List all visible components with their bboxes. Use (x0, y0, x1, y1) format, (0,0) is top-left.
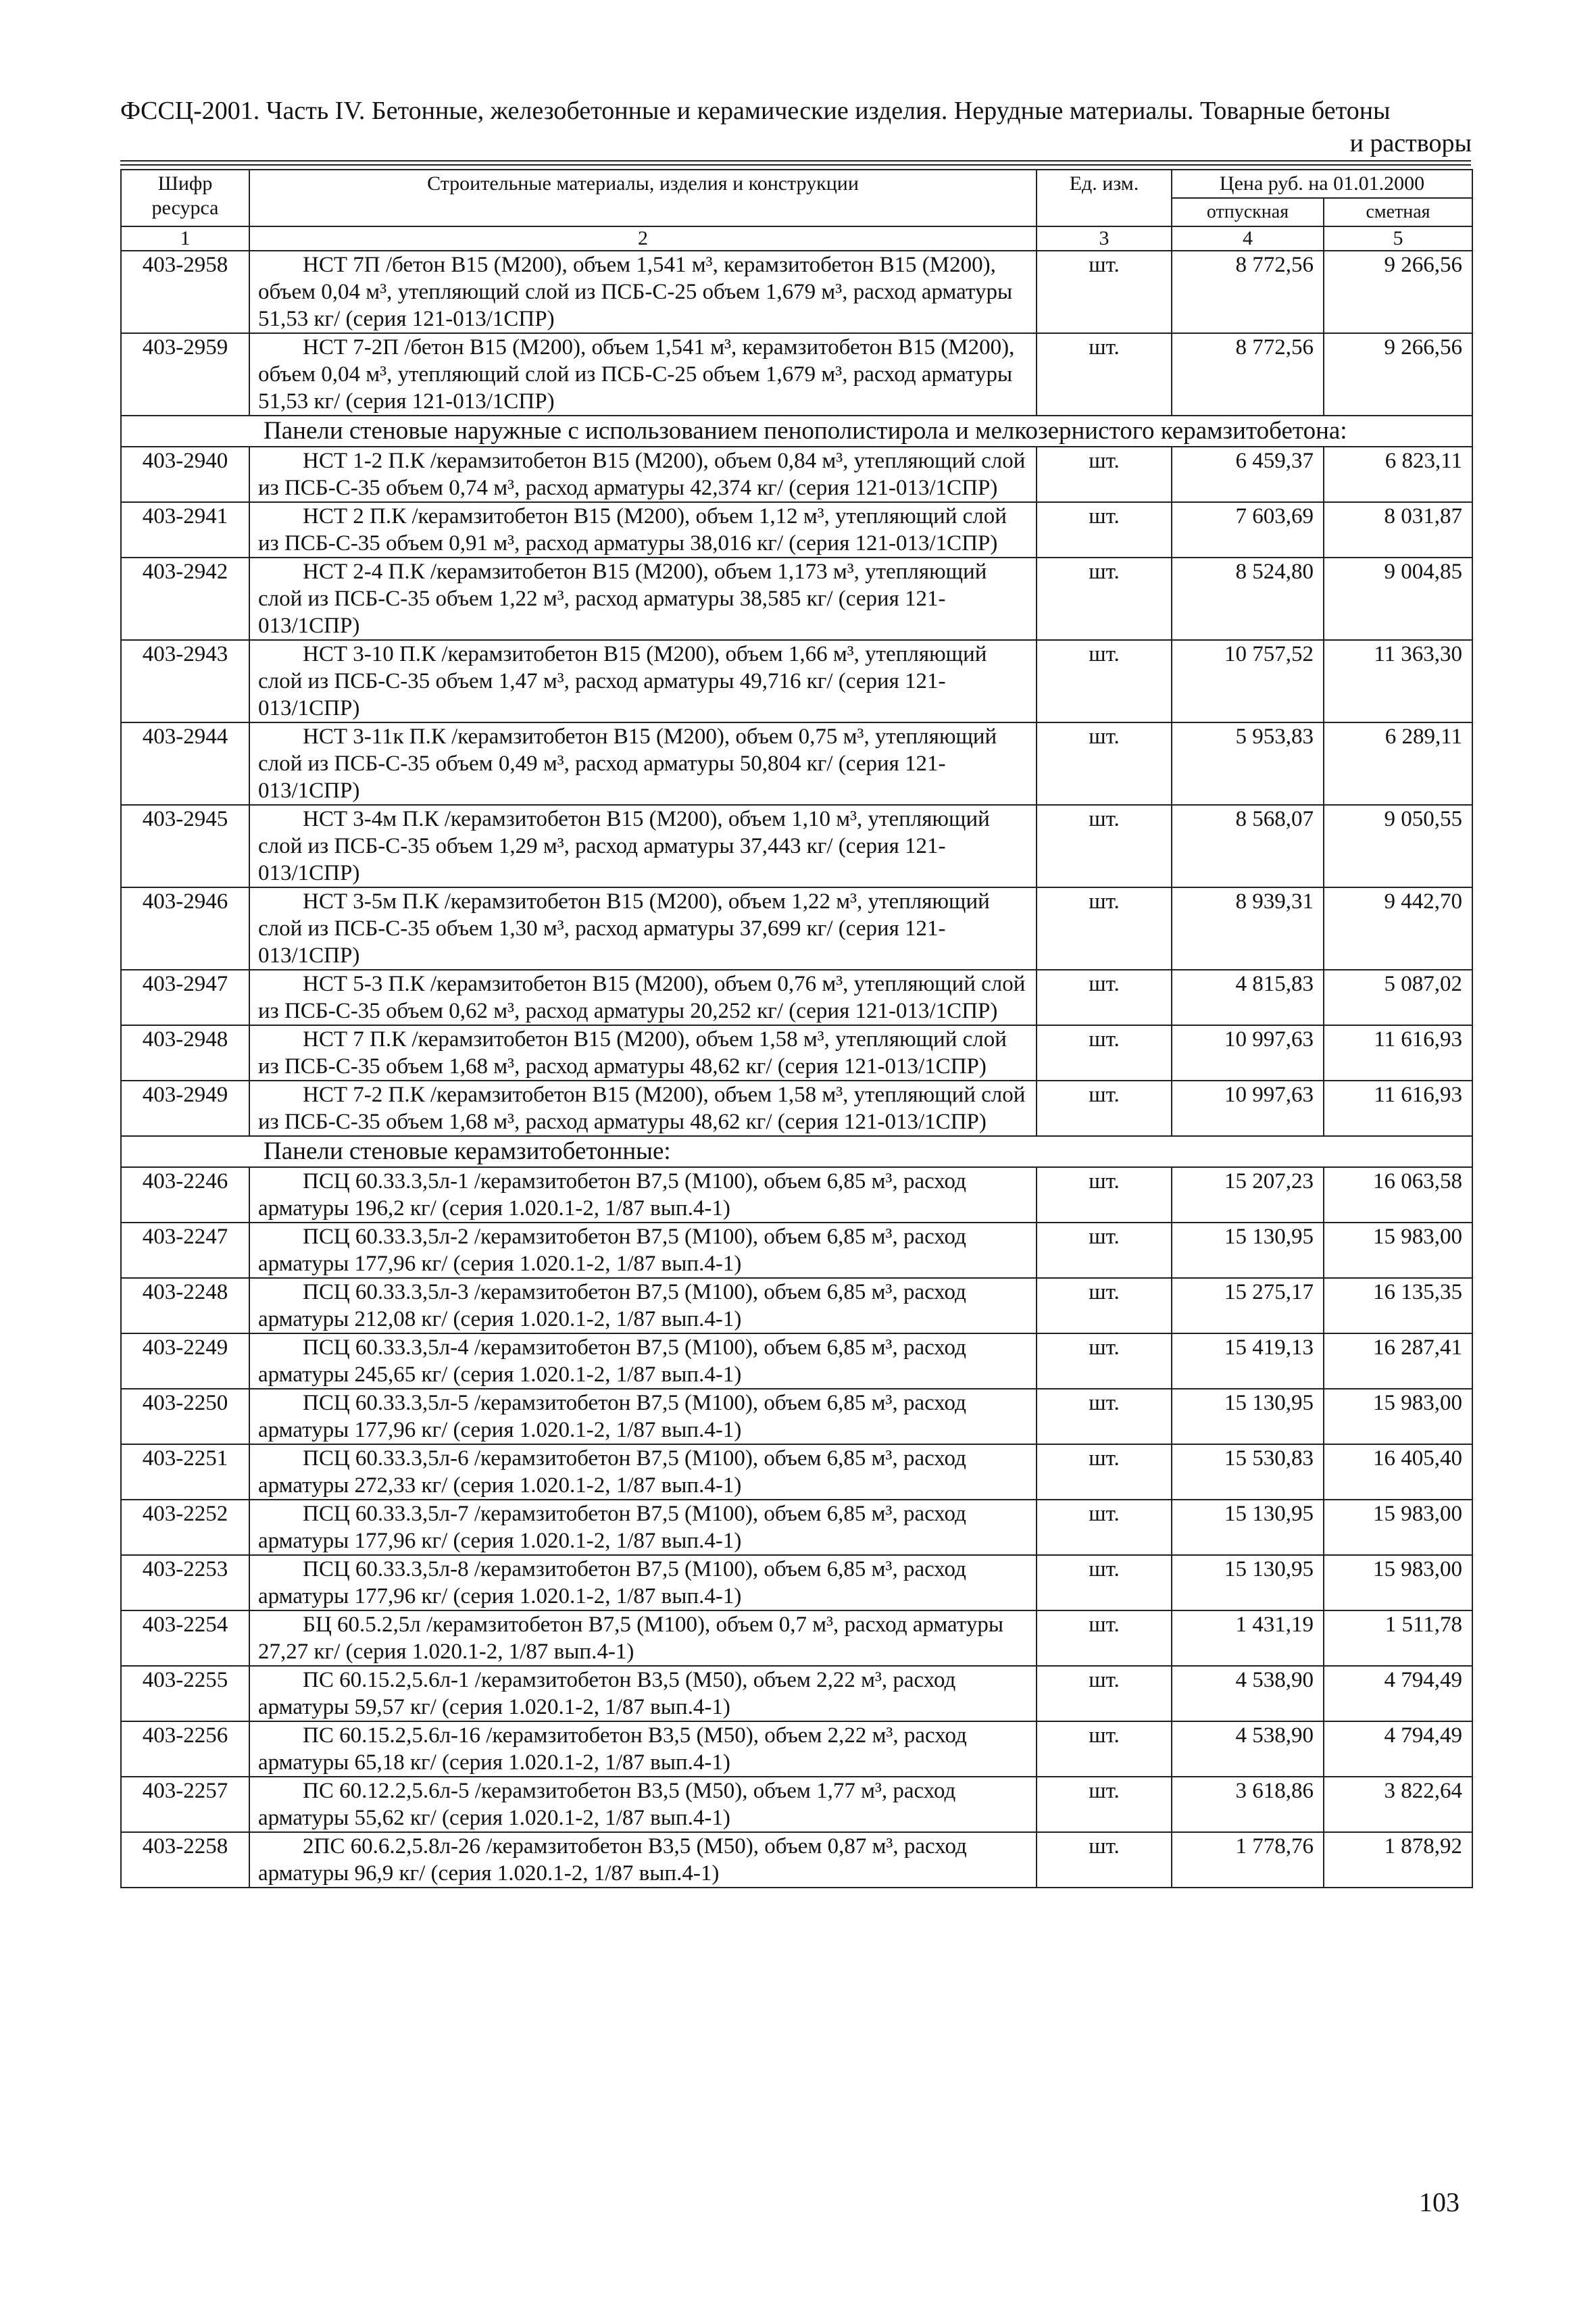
resource-code: 403-2258 (121, 1832, 249, 1888)
release-price: 15 207,23 (1172, 1167, 1324, 1223)
unit-of-measure: шт. (1037, 1721, 1172, 1777)
item-description: ПСЦ 60.33.3,5л-6 /керамзитобетон В7,5 (М100), объем 6,85 м³, расход арматуры 272,33 кг/ (серия 1.020.1-2, 1/87 вып.4-1) (249, 1444, 1037, 1500)
table-row (121, 558, 1472, 640)
estimate-price: 15 983,00 (1324, 1500, 1472, 1555)
section-heading: Панели стеновые керамзитобетонные: (121, 1136, 1472, 1167)
item-description: 2ПС 60.6.2,5.8л-26 /керамзитобетон В3,5 (М50), объем 0,87 м³, расход арматуры 96,9 кг/ (серия 1.020.1-2, 1/87 вып.4-1) (249, 1832, 1037, 1888)
table-row (121, 1278, 1472, 1333)
release-price: 3 618,86 (1172, 1777, 1324, 1832)
item-description: НСТ 3-10 П.К /керамзитобетон В15 (М200), объем 1,66 м³, утепляющий слой из ПСБ-С-35 объем 1,47 м³, расход арматуры 49,716 кг/ (серия 121-013/1СПР) (249, 640, 1037, 722)
resource-code: 403-2246 (121, 1167, 249, 1223)
column-header-release-price: отпускная (1172, 198, 1324, 226)
estimate-price: 3 822,64 (1324, 1777, 1472, 1832)
release-price: 15 275,17 (1172, 1278, 1324, 1333)
unit-of-measure: шт. (1037, 251, 1172, 333)
resource-code: 403-2946 (121, 887, 249, 970)
estimate-price: 6 823,11 (1324, 447, 1472, 502)
table-row (121, 251, 1472, 333)
header-rule-second (120, 164, 1471, 166)
unit-of-measure: шт. (1037, 447, 1172, 502)
item-description: НСТ 7-2 П.К /керамзитобетон В15 (М200), объем 1,58 м³, утепляющий слой из ПСБ-С-35 объем 1,68 м³, расход арматуры 48,62 кг/ (серия 121-013/1СПР) (249, 1081, 1037, 1136)
release-price: 8 772,56 (1172, 251, 1324, 333)
release-price: 5 953,83 (1172, 722, 1324, 805)
unit-of-measure: шт. (1037, 1081, 1172, 1136)
unit-of-measure: шт. (1037, 640, 1172, 722)
resource-code: 403-2251 (121, 1444, 249, 1500)
item-description: ПСЦ 60.33.3,5л-7 /керамзитобетон В7,5 (М100), объем 6,85 м³, расход арматуры 177,96 кг/ (серия 1.020.1-2, 1/87 вып.4-1) (249, 1500, 1037, 1555)
item-description: НСТ 2-4 П.К /керамзитобетон В15 (М200), объем 1,173 м³, утепляющий слой из ПСБ-С-35 объем 1,22 м³, расход арматуры 38,585 кг/ (серия 121-013/1СПР) (249, 558, 1037, 640)
estimate-price: 15 983,00 (1324, 1555, 1472, 1610)
item-description: БЦ 60.5.2,5л /керамзитобетон В7,5 (М100), объем 0,7 м³, расход арматуры 27,27 кг/ (серия 1.020.1-2, 1/87 вып.4-1) (249, 1610, 1037, 1666)
resource-code: 403-2958 (121, 251, 249, 333)
price-table (120, 169, 1473, 1888)
release-price: 15 130,95 (1172, 1389, 1324, 1444)
table-row (121, 1610, 1472, 1666)
column-number: 3 (1037, 226, 1172, 251)
resource-code: 403-2959 (121, 333, 249, 416)
release-price: 4 815,83 (1172, 970, 1324, 1025)
resource-code: 403-2945 (121, 805, 249, 887)
header-rule (120, 160, 1471, 162)
item-description: ПС 60.15.2,5.6л-16 /керамзитобетон В3,5 (М50), объем 2,22 м³, расход арматуры 65,18 кг/ (серия 1.020.1-2, 1/87 вып.4-1) (249, 1721, 1037, 1777)
release-price: 1 778,76 (1172, 1832, 1324, 1888)
table-row (121, 1666, 1472, 1721)
resource-code: 403-2944 (121, 722, 249, 805)
running-header-continuation: и растворы (1349, 129, 1472, 157)
item-description: НСТ 7-2П /бетон В15 (М200), объем 1,541 м³, керамзитобетон В15 (М200), объем 0,04 м³, утепляющий слой из ПСБ-С-25 объем 1,679 м³, расход арматуры 51,53 кг/ (серия 121-013/1СПР) (249, 333, 1037, 416)
table-row (121, 1025, 1472, 1081)
column-header-price: Цена руб. на 01.01.2000 (1172, 170, 1472, 198)
estimate-price: 4 794,49 (1324, 1721, 1472, 1777)
page-number: 103 (1419, 2187, 1460, 2217)
item-description: НСТ 3-5м П.К /керамзитобетон В15 (М200), объем 1,22 м³, утепляющий слой из ПСБ-С-35 объем 1,30 м³, расход арматуры 37,699 кг/ (серия 121-013/1СПР) (249, 887, 1037, 970)
estimate-price: 1 511,78 (1324, 1610, 1472, 1666)
unit-of-measure: шт. (1037, 1777, 1172, 1832)
item-description: НСТ 1-2 П.К /керамзитобетон В15 (М200), объем 0,84 м³, утепляющий слой из ПСБ-С-35 объем 0,74 м³, расход арматуры 42,374 кг/ (серия 121-013/1СПР) (249, 447, 1037, 502)
unit-of-measure: шт. (1037, 805, 1172, 887)
table-row (121, 502, 1472, 558)
column-number: 1 (121, 226, 249, 251)
item-description: НСТ 3-11к П.К /керамзитобетон В15 (М200), объем 0,75 м³, утепляющий слой из ПСБ-С-35 объем 0,49 м³, расход арматуры 50,804 кг/ (серия 121-013/1СПР) (249, 722, 1037, 805)
resource-code: 403-2943 (121, 640, 249, 722)
item-description: ПСЦ 60.33.3,5л-1 /керамзитобетон В7,5 (М100), объем 6,85 м³, расход арматуры 196,2 кг/ (серия 1.020.1-2, 1/87 вып.4-1) (249, 1167, 1037, 1223)
item-description: НСТ 5-3 П.К /керамзитобетон В15 (М200), объем 0,76 м³, утепляющий слой из ПСБ-С-35 объем 0,62 м³, расход арматуры 20,252 кг/ (серия 121-013/1СПР) (249, 970, 1037, 1025)
unit-of-measure: шт. (1037, 1389, 1172, 1444)
estimate-price: 6 289,11 (1324, 722, 1472, 805)
unit-of-measure: шт. (1037, 1444, 1172, 1500)
table-row (121, 1333, 1472, 1389)
table-row (121, 640, 1472, 722)
table-row (121, 1832, 1472, 1888)
unit-of-measure: шт. (1037, 887, 1172, 970)
column-header-description: Строительные материалы, изделия и конструкции (249, 170, 1037, 226)
resource-code: 403-2250 (121, 1389, 249, 1444)
estimate-price: 11 616,93 (1324, 1025, 1472, 1081)
estimate-price: 11 616,93 (1324, 1081, 1472, 1136)
resource-code: 403-2257 (121, 1777, 249, 1832)
estimate-price: 16 063,58 (1324, 1167, 1472, 1223)
estimate-price: 9 266,56 (1324, 333, 1472, 416)
unit-of-measure: шт. (1037, 1555, 1172, 1610)
table-row (121, 1777, 1472, 1832)
estimate-price: 8 031,87 (1324, 502, 1472, 558)
unit-of-measure: шт. (1037, 970, 1172, 1025)
release-price: 8 939,31 (1172, 887, 1324, 970)
unit-of-measure: шт. (1037, 1666, 1172, 1721)
release-price: 1 431,19 (1172, 1610, 1324, 1666)
resource-code: 403-2947 (121, 970, 249, 1025)
resource-code: 403-2249 (121, 1333, 249, 1389)
estimate-price: 16 405,40 (1324, 1444, 1472, 1500)
release-price: 4 538,90 (1172, 1721, 1324, 1777)
item-description: НСТ 3-4м П.К /керамзитобетон В15 (М200), объем 1,10 м³, утепляющий слой из ПСБ-С-35 объем 1,29 м³, расход арматуры 37,443 кг/ (серия 121-013/1СПР) (249, 805, 1037, 887)
release-price: 15 530,83 (1172, 1444, 1324, 1500)
running-header: ФССЦ-2001. Часть IV. Бетонные, железобетонные и керамические изделия. Нерудные материалы. Товарные бетоны (120, 97, 1391, 125)
section-row (121, 416, 1472, 447)
estimate-price: 16 135,35 (1324, 1278, 1472, 1333)
release-price: 10 997,63 (1172, 1025, 1324, 1081)
table-row (121, 805, 1472, 887)
section-heading: Панели стеновые наружные с использованием пенополистирола и мелкозернистого керамзитобетона: (121, 416, 1472, 447)
release-price: 15 419,13 (1172, 1333, 1324, 1389)
estimate-price: 9 004,85 (1324, 558, 1472, 640)
estimate-price: 11 363,30 (1324, 640, 1472, 722)
item-description: ПСЦ 60.33.3,5л-4 /керамзитобетон В7,5 (М100), объем 6,85 м³, расход арматуры 245,65 кг/ (серия 1.020.1-2, 1/87 вып.4-1) (249, 1333, 1037, 1389)
resource-code: 403-2253 (121, 1555, 249, 1610)
table-row (121, 1555, 1472, 1610)
item-description: ПСЦ 60.33.3,5л-3 /керамзитобетон В7,5 (М100), объем 6,85 м³, расход арматуры 212,08 кг/ (серия 1.020.1-2, 1/87 вып.4-1) (249, 1278, 1037, 1333)
unit-of-measure: шт. (1037, 1832, 1172, 1888)
release-price: 15 130,95 (1172, 1223, 1324, 1278)
estimate-price: 9 266,56 (1324, 251, 1472, 333)
item-description: ПСЦ 60.33.3,5л-8 /керамзитобетон В7,5 (М100), объем 6,85 м³, расход арматуры 177,96 кг/ (серия 1.020.1-2, 1/87 вып.4-1) (249, 1555, 1037, 1610)
table-row (121, 1444, 1472, 1500)
item-description: ПС 60.12.2,5.6л-5 /керамзитобетон В3,5 (М50), объем 1,77 м³, расход арматуры 55,62 кг/ (серия 1.020.1-2, 1/87 вып.4-1) (249, 1777, 1037, 1832)
estimate-price: 1 878,92 (1324, 1832, 1472, 1888)
table-row (121, 1721, 1472, 1777)
estimate-price: 9 442,70 (1324, 887, 1472, 970)
item-description: ПС 60.15.2,5.6л-1 /керамзитобетон В3,5 (М50), объем 2,22 м³, расход арматуры 59,57 кг/ (серия 1.020.1-2, 1/87 вып.4-1) (249, 1666, 1037, 1721)
unit-of-measure: шт. (1037, 1610, 1172, 1666)
release-price: 8 524,80 (1172, 558, 1324, 640)
estimate-price: 16 287,41 (1324, 1333, 1472, 1389)
item-description: ПСЦ 60.33.3,5л-5 /керамзитобетон В7,5 (М100), объем 6,85 м³, расход арматуры 177,96 кг/ (серия 1.020.1-2, 1/87 вып.4-1) (249, 1389, 1037, 1444)
estimate-price: 9 050,55 (1324, 805, 1472, 887)
release-price: 4 538,90 (1172, 1666, 1324, 1721)
release-price: 6 459,37 (1172, 447, 1324, 502)
table-row (121, 887, 1472, 970)
resource-code: 403-2949 (121, 1081, 249, 1136)
unit-of-measure: шт. (1037, 1167, 1172, 1223)
table-row (121, 970, 1472, 1025)
item-description: НСТ 7 П.К /керамзитобетон В15 (М200), объем 1,58 м³, утепляющий слой из ПСБ-С-35 объем 1,68 м³, расход арматуры 48,62 кг/ (серия 121-013/1СПР) (249, 1025, 1037, 1081)
unit-of-measure: шт. (1037, 1223, 1172, 1278)
section-row (121, 1136, 1472, 1167)
estimate-price: 4 794,49 (1324, 1666, 1472, 1721)
release-price: 8 568,07 (1172, 805, 1324, 887)
unit-of-measure: шт. (1037, 333, 1172, 416)
unit-of-measure: шт. (1037, 1333, 1172, 1389)
item-description: НСТ 2 П.К /керамзитобетон В15 (М200), объем 1,12 м³, утепляющий слой из ПСБ-С-35 объем 0,91 м³, расход арматуры 38,016 кг/ (серия 121-013/1СПР) (249, 502, 1037, 558)
table-row (121, 447, 1472, 502)
release-price: 15 130,95 (1172, 1555, 1324, 1610)
release-price: 7 603,69 (1172, 502, 1324, 558)
estimate-price: 15 983,00 (1324, 1223, 1472, 1278)
column-number: 5 (1324, 226, 1472, 251)
unit-of-measure: шт. (1037, 1025, 1172, 1081)
table-row (121, 1389, 1472, 1444)
resource-code: 403-2948 (121, 1025, 249, 1081)
unit-of-measure: шт. (1037, 722, 1172, 805)
table-row (121, 722, 1472, 805)
resource-code: 403-2254 (121, 1610, 249, 1666)
table-row (121, 1500, 1472, 1555)
column-header-code: Шифр ресурса (121, 170, 249, 226)
release-price: 8 772,56 (1172, 333, 1324, 416)
unit-of-measure: шт. (1037, 1500, 1172, 1555)
resource-code: 403-2252 (121, 1500, 249, 1555)
release-price: 10 997,63 (1172, 1081, 1324, 1136)
resource-code: 403-2248 (121, 1278, 249, 1333)
table-row (121, 1167, 1472, 1223)
table-body (121, 251, 1472, 1888)
table-row (121, 1223, 1472, 1278)
column-number-row (121, 226, 1472, 251)
estimate-price: 15 983,00 (1324, 1389, 1472, 1444)
column-number: 4 (1172, 226, 1324, 251)
unit-of-measure: шт. (1037, 502, 1172, 558)
resource-code: 403-2942 (121, 558, 249, 640)
column-header-unit: Ед. изм. (1037, 170, 1172, 226)
release-price: 15 130,95 (1172, 1500, 1324, 1555)
unit-of-measure: шт. (1037, 558, 1172, 640)
item-description: ПСЦ 60.33.3,5л-2 /керамзитобетон В7,5 (М100), объем 6,85 м³, расход арматуры 177,96 кг/ (серия 1.020.1-2, 1/87 вып.4-1) (249, 1223, 1037, 1278)
column-number: 2 (249, 226, 1037, 251)
table-row (121, 1081, 1472, 1136)
resource-code: 403-2247 (121, 1223, 249, 1278)
column-header-estimate-price: сметная (1324, 198, 1472, 226)
resource-code: 403-2255 (121, 1666, 249, 1721)
table-row (121, 333, 1472, 416)
resource-code: 403-2256 (121, 1721, 249, 1777)
resource-code: 403-2940 (121, 447, 249, 502)
resource-code: 403-2941 (121, 502, 249, 558)
estimate-price: 5 087,02 (1324, 970, 1472, 1025)
item-description: НСТ 7П /бетон В15 (М200), объем 1,541 м³, керамзитобетон В15 (М200), объем 0,04 м³, утепляющий слой из ПСБ-С-25 объем 1,679 м³, расход арматуры 51,53 кг/ (серия 121-013/1СПР) (249, 251, 1037, 333)
release-price: 10 757,52 (1172, 640, 1324, 722)
unit-of-measure: шт. (1037, 1278, 1172, 1333)
